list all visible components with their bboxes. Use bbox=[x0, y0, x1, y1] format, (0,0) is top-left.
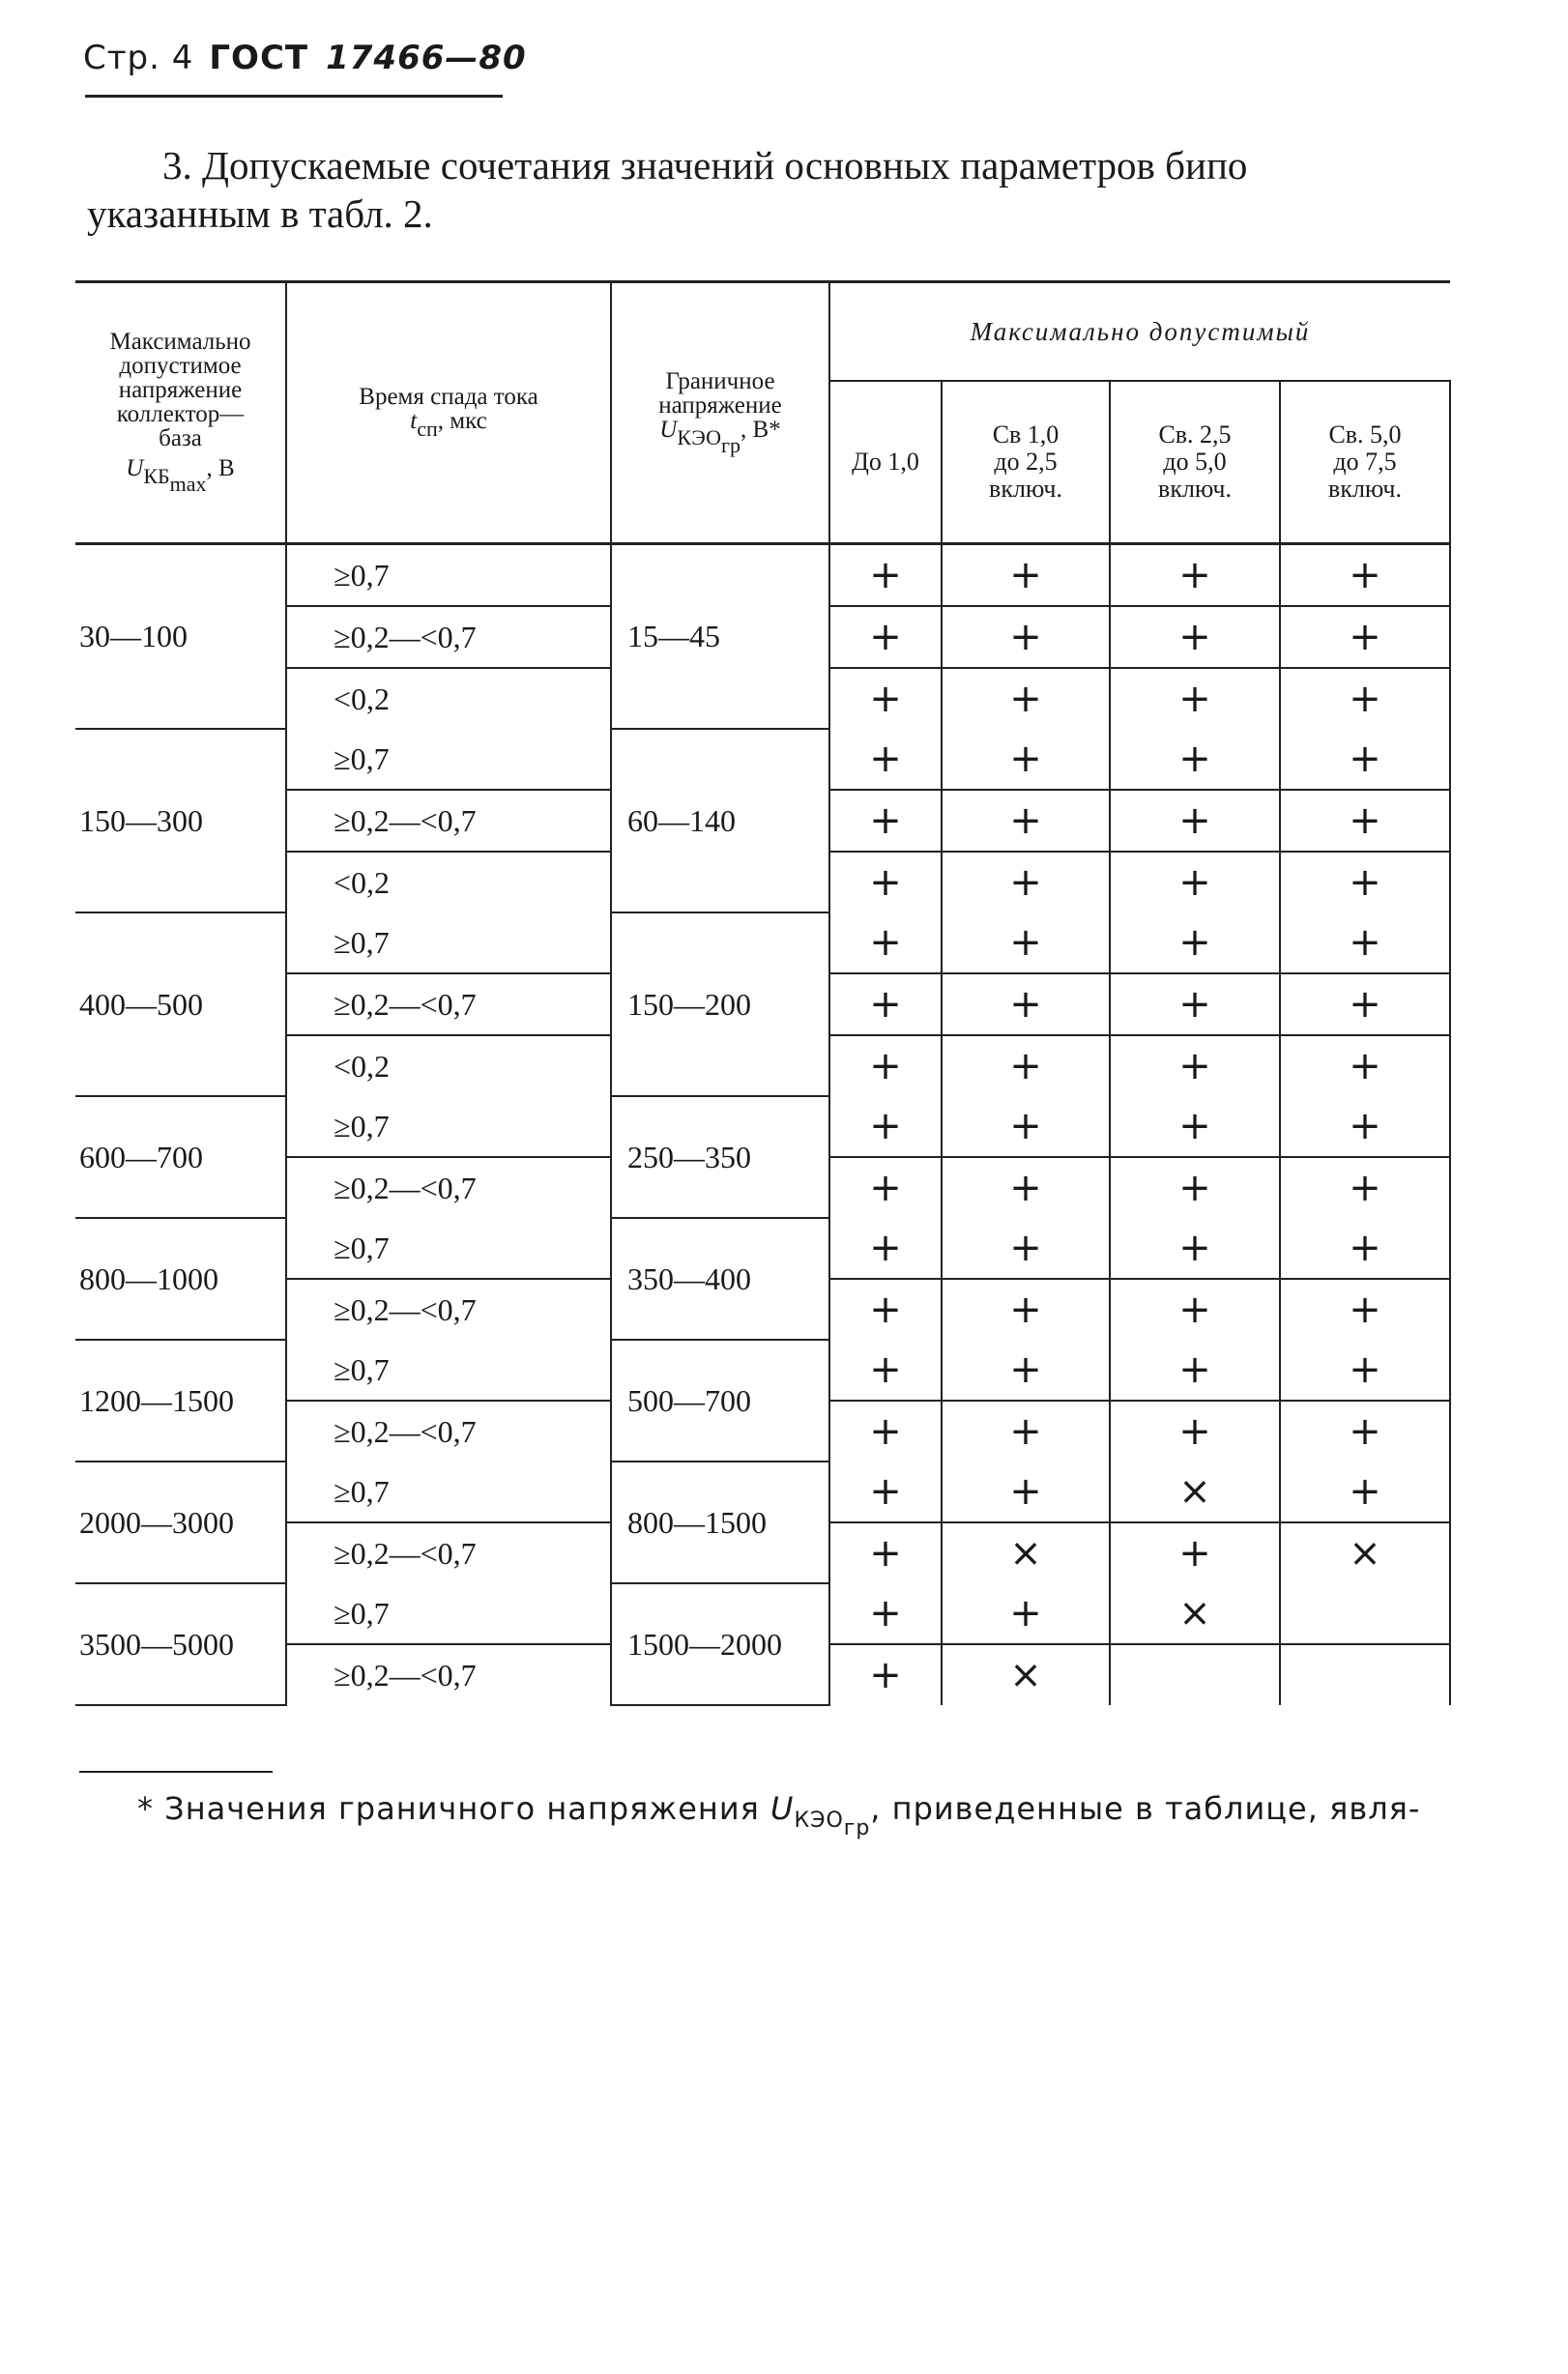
allowed-mark: + bbox=[829, 1096, 942, 1157]
allowed-mark: + bbox=[829, 668, 942, 729]
allowed-mark: + bbox=[1280, 1218, 1450, 1279]
standard-number: 17466—80 bbox=[326, 39, 527, 77]
allowed-mark: + bbox=[942, 852, 1110, 912]
allowed-mark: + bbox=[942, 1583, 1110, 1644]
allowed-mark: + bbox=[1110, 1522, 1280, 1583]
allowed-mark: + bbox=[829, 729, 942, 790]
boundary-voltage-cell: 800—1500 bbox=[611, 1462, 829, 1583]
table-row bbox=[75, 1462, 1450, 1522]
not-allowed-mark: × bbox=[1110, 1462, 1280, 1522]
allowed-mark: + bbox=[829, 544, 942, 607]
allowed-mark: + bbox=[1110, 1157, 1280, 1218]
voltage-kb-cell: 400—500 bbox=[75, 912, 286, 1096]
allowed-mark: + bbox=[1280, 1157, 1450, 1218]
boundary-voltage-cell: 1500—2000 bbox=[611, 1583, 829, 1705]
allowed-mark: + bbox=[1110, 1340, 1280, 1401]
allowed-mark: + bbox=[829, 1279, 942, 1340]
allowed-mark: + bbox=[1280, 1401, 1450, 1462]
table-row bbox=[75, 1218, 1450, 1279]
allowed-mark: + bbox=[942, 1157, 1110, 1218]
allowed-mark: + bbox=[1280, 912, 1450, 973]
allowed-mark: + bbox=[829, 1218, 942, 1279]
boundary-voltage-cell: 350—400 bbox=[611, 1218, 829, 1340]
table-row bbox=[75, 912, 1450, 973]
header-fall-time-line: Время спада тока bbox=[359, 384, 538, 410]
table-row bbox=[75, 1096, 1450, 1157]
allowed-mark: + bbox=[829, 1522, 942, 1583]
allowed-mark: + bbox=[942, 729, 1110, 790]
allowed-mark: + bbox=[942, 668, 1110, 729]
allowed-mark: + bbox=[1110, 1035, 1280, 1096]
allowed-mark: + bbox=[942, 1218, 1110, 1279]
allowed-mark: + bbox=[1110, 1096, 1280, 1157]
fall-time-cell: ≥0,7 bbox=[286, 1583, 611, 1644]
allowed-mark: + bbox=[942, 1279, 1110, 1340]
boundary-voltage-cell: 250—350 bbox=[611, 1096, 829, 1218]
allowed-mark: + bbox=[1280, 668, 1450, 729]
allowed-mark: + bbox=[829, 973, 942, 1035]
header-rule bbox=[85, 95, 503, 98]
allowed-mark: + bbox=[829, 852, 942, 912]
boundary-voltage-cell: 150—200 bbox=[611, 912, 829, 1096]
fall-time-cell: ≥0,7 bbox=[286, 912, 611, 973]
fall-time-cell: ≥0,7 bbox=[286, 1340, 611, 1401]
allowed-mark: + bbox=[1110, 1218, 1280, 1279]
header-sub-2: Св 1,0 до 2,5 включ. bbox=[942, 381, 1110, 544]
header-group-max-allowed: Максимально допустимый bbox=[829, 282, 1450, 382]
header-sub-3: Св. 2,5 до 5,0 включ. bbox=[1110, 381, 1280, 544]
allowed-mark: + bbox=[1110, 912, 1280, 973]
fall-time-cell: <0,2 bbox=[286, 1035, 611, 1096]
allowed-mark: + bbox=[1110, 668, 1280, 729]
allowed-mark: + bbox=[1110, 729, 1280, 790]
fall-time-cell: ≥0,7 bbox=[286, 1462, 611, 1522]
allowed-mark: + bbox=[942, 1401, 1110, 1462]
voltage-kb-cell: 30—100 bbox=[75, 544, 286, 730]
allowed-mark: + bbox=[829, 1462, 942, 1522]
allowed-mark: + bbox=[1280, 973, 1450, 1035]
fall-time-cell: <0,2 bbox=[286, 852, 611, 912]
table-row bbox=[75, 1340, 1450, 1401]
fall-time-cell: ≥0,2—<0,7 bbox=[286, 1157, 611, 1218]
fall-time-cell: ≥0,2—<0,7 bbox=[286, 1644, 611, 1705]
fall-time-cell: ≥0,7 bbox=[286, 1218, 611, 1279]
allowed-mark: + bbox=[1280, 1340, 1450, 1401]
allowed-mark: + bbox=[829, 1583, 942, 1644]
empty-mark bbox=[1110, 1644, 1280, 1705]
allowed-mark: + bbox=[1280, 852, 1450, 912]
allowed-mark: + bbox=[829, 1035, 942, 1096]
table-row bbox=[75, 1583, 1450, 1644]
page-header bbox=[83, 39, 527, 77]
allowed-mark: + bbox=[1110, 1401, 1280, 1462]
table-row bbox=[75, 729, 1450, 790]
allowed-mark: + bbox=[829, 790, 942, 852]
allowed-mark: + bbox=[1280, 1096, 1450, 1157]
boundary-voltage-cell: 500—700 bbox=[611, 1340, 829, 1462]
footnote: * Значения граничного напряжения $U_{КЭОгр}$, приведенные в таблице, явля- bbox=[137, 1790, 1421, 1840]
allowed-mark: + bbox=[1280, 1462, 1450, 1522]
not-allowed-mark: × bbox=[942, 1522, 1110, 1583]
allowed-mark: + bbox=[942, 1096, 1110, 1157]
header-voltage-kb-line: напряжение bbox=[118, 377, 243, 403]
fall-time-cell: ≥0,2—<0,7 bbox=[286, 973, 611, 1035]
voltage-kb-cell: 3500—5000 bbox=[75, 1583, 286, 1705]
allowed-mark: + bbox=[942, 973, 1110, 1035]
voltage-kb-cell: 2000—3000 bbox=[75, 1462, 286, 1583]
voltage-kb-cell: 1200—1500 bbox=[75, 1340, 286, 1462]
voltage-kb-cell: 800—1000 bbox=[75, 1218, 286, 1340]
page-number: Стр. 4 bbox=[83, 39, 194, 77]
allowed-mark: + bbox=[829, 1157, 942, 1218]
fall-time-cell: ≥0,2—<0,7 bbox=[286, 790, 611, 852]
footnote-rule bbox=[79, 1771, 273, 1773]
allowed-mark: + bbox=[829, 1401, 942, 1462]
allowed-mark: + bbox=[942, 544, 1110, 607]
paragraph-line-2: указанным в табл. 2. bbox=[87, 191, 433, 236]
allowed-mark: + bbox=[1280, 1035, 1450, 1096]
voltage-kb-cell: 600—700 bbox=[75, 1096, 286, 1218]
allowed-mark: + bbox=[829, 606, 942, 668]
header-boundary-voltage-line: Граничное bbox=[665, 367, 775, 394]
header-voltage-kb-line: база bbox=[159, 425, 202, 451]
allowed-mark: + bbox=[829, 1340, 942, 1401]
allowed-mark: + bbox=[1110, 606, 1280, 668]
boundary-voltage-cell: 15—45 bbox=[611, 544, 829, 730]
fall-time-cell: ≥0,2—<0,7 bbox=[286, 1522, 611, 1583]
allowed-mark: + bbox=[1280, 606, 1450, 668]
header-voltage-kb-line: коллектор— bbox=[116, 401, 245, 427]
allowed-mark: + bbox=[942, 1340, 1110, 1401]
header-boundary-voltage-line: напряжение bbox=[658, 391, 782, 419]
allowed-mark: + bbox=[942, 1462, 1110, 1522]
allowed-mark: + bbox=[942, 912, 1110, 973]
header-voltage-kb-line: Максимально bbox=[109, 329, 251, 355]
allowed-mark: + bbox=[1280, 790, 1450, 852]
standard-label: ГОСТ bbox=[209, 39, 309, 77]
fall-time-cell: <0,2 bbox=[286, 668, 611, 729]
boundary-voltage-cell: 60—140 bbox=[611, 729, 829, 912]
fall-time-cell: ≥0,2—<0,7 bbox=[286, 606, 611, 668]
empty-mark bbox=[1280, 1644, 1450, 1705]
parameter-combination-table bbox=[75, 280, 1450, 1706]
allowed-mark: + bbox=[829, 1644, 942, 1705]
fall-time-cell: ≥0,7 bbox=[286, 1096, 611, 1157]
allowed-mark: + bbox=[1110, 790, 1280, 852]
allowed-mark: + bbox=[829, 912, 942, 973]
allowed-mark: + bbox=[1280, 729, 1450, 790]
empty-mark bbox=[1280, 1583, 1450, 1644]
paragraph-section-3 bbox=[87, 141, 1460, 238]
fall-time-cell: ≥0,2—<0,7 bbox=[286, 1279, 611, 1340]
allowed-mark: + bbox=[1110, 973, 1280, 1035]
header-voltage-kb: Максимально допустимое напряжение коллектор— база UКБmax, В bbox=[75, 282, 286, 544]
header-fall-time: Время спада тока tсп, мкс bbox=[286, 282, 611, 544]
voltage-kb-cell: 150—300 bbox=[75, 729, 286, 912]
allowed-mark: + bbox=[942, 790, 1110, 852]
allowed-mark: + bbox=[1110, 1279, 1280, 1340]
allowed-mark: + bbox=[942, 606, 1110, 668]
fall-time-cell: ≥0,7 bbox=[286, 729, 611, 790]
header-sub-4: Св. 5,0 до 7,5 включ. bbox=[1280, 381, 1450, 544]
allowed-mark: + bbox=[1280, 544, 1450, 607]
paragraph-line-1: 3. Допускаемые сочетания значений основных параметров бипо bbox=[162, 143, 1248, 188]
allowed-mark: + bbox=[1110, 852, 1280, 912]
header-sub-1: До 1,0 bbox=[829, 381, 942, 544]
allowed-mark: + bbox=[1110, 544, 1280, 607]
table-row bbox=[75, 544, 1450, 607]
allowed-mark: + bbox=[942, 1035, 1110, 1096]
not-allowed-mark: × bbox=[1280, 1522, 1450, 1583]
fall-time-cell: ≥0,2—<0,7 bbox=[286, 1401, 611, 1462]
fall-time-cell: ≥0,7 bbox=[286, 544, 611, 607]
header-boundary-voltage: Граничное напряжение UКЭОгр, В* bbox=[611, 282, 829, 544]
header-voltage-kb-line: допустимое bbox=[119, 353, 242, 379]
allowed-mark: + bbox=[1280, 1279, 1450, 1340]
not-allowed-mark: × bbox=[942, 1644, 1110, 1705]
not-allowed-mark: × bbox=[1110, 1583, 1280, 1644]
